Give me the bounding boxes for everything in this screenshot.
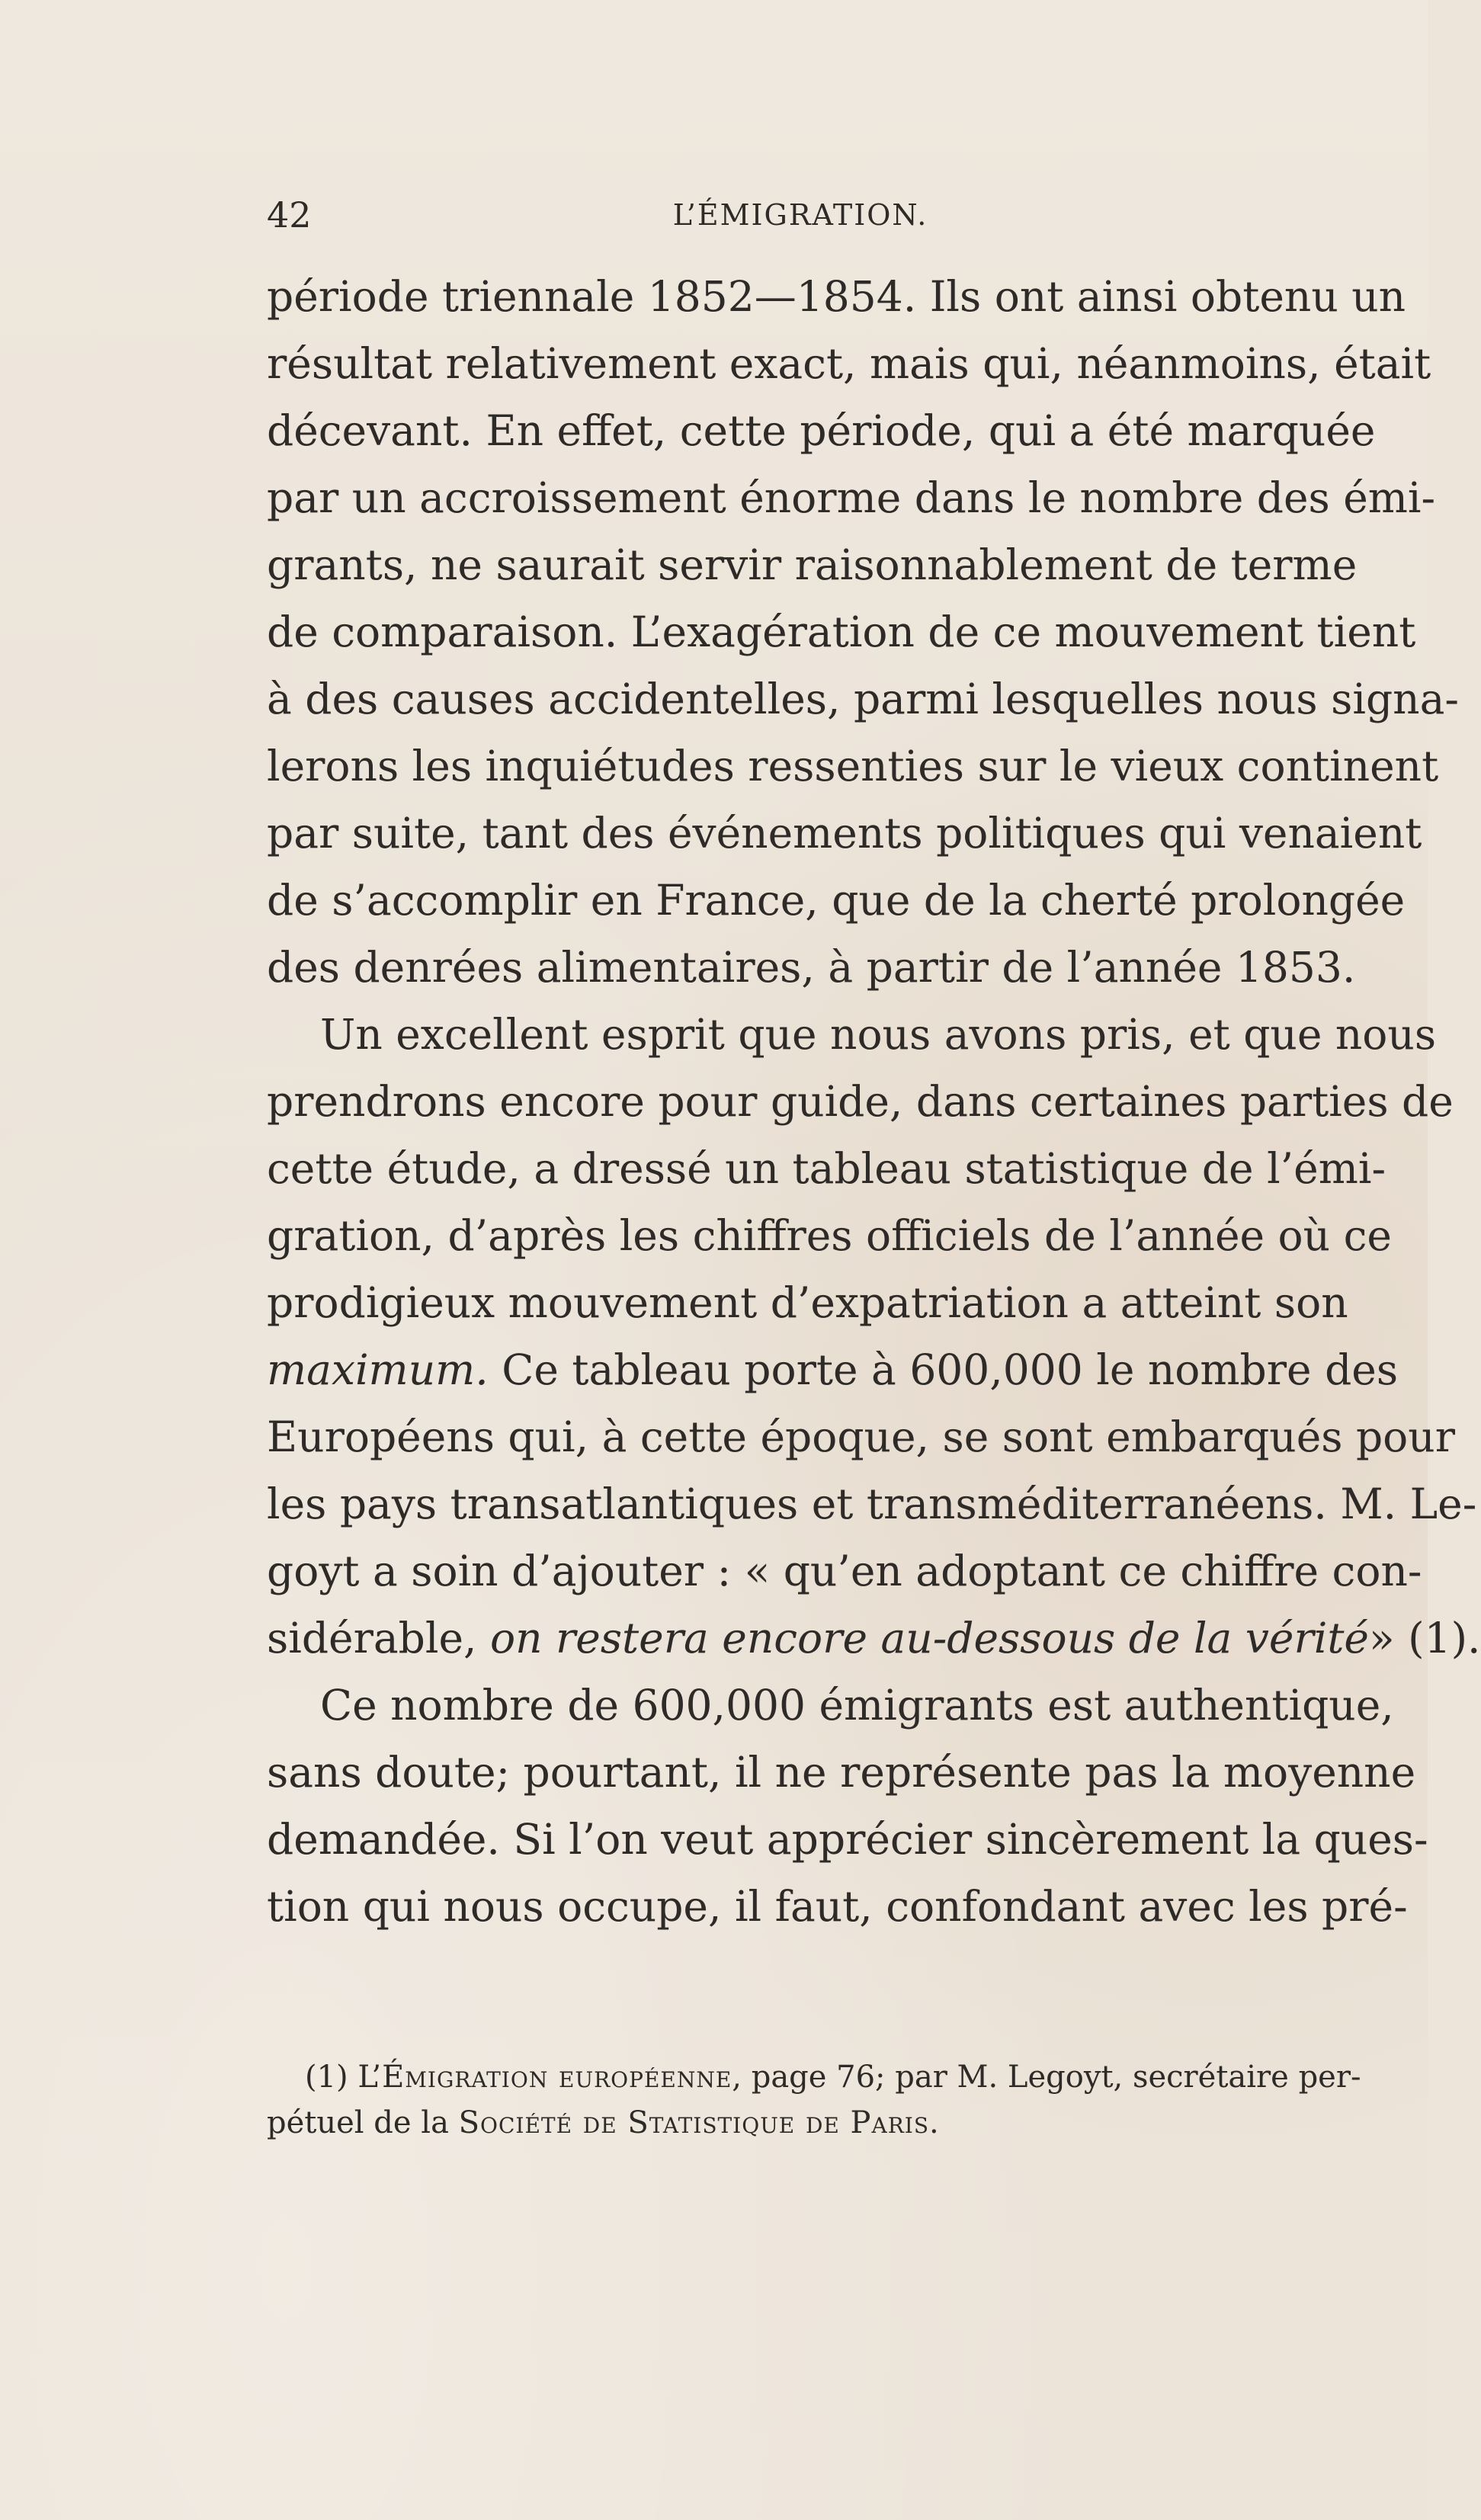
body-text [267,263,1481,1940]
footnote-text: pétuel de la [267,2105,459,2140]
page-header [267,192,1334,238]
footnote [267,2054,1361,2146]
text-line: prendrons encore pour guide, dans certaines parties de [267,1077,1454,1126]
text-line: Ce nombre de 600,000 émigrants est authentique, [320,1681,1394,1730]
text-line: de comparaison. L’exagération de ce mouvement tient [267,608,1416,656]
italic-text: maximum. [267,1345,489,1394]
text-line: grants, ne saurait servir raisonnablement de terme [267,540,1358,589]
text-line: sans doute; pourtant, il ne représente pas la moyenne [267,1748,1416,1797]
footnote-line [267,2054,1361,2100]
italic-text: on restera encore au-dessous de la vérité [489,1614,1369,1662]
text-line: goyt a soin d’ajouter : « qu’en adoptant ce chiffre con- [267,1547,1422,1595]
text-line-mixed [267,1336,1399,1403]
footnote-line [267,2100,1342,2146]
text-line: prodigieux mouvement d’expatriation a atteint son [267,1278,1348,1327]
text-line: cette étude, a dressé un tableau statistique de l’émi- [267,1144,1386,1193]
text-line: de s’accomplir en France, que de la cherté prolongée [267,876,1406,925]
text-segment: Ce tableau porte à 600,000 le nombre des [488,1345,1399,1394]
text-line: des denrées alimentaires, à partir de l’année 1853. [267,943,1356,992]
text-line-mixed [267,1605,1481,1672]
footnote-marker: (1) [305,2060,358,2095]
text-line: par suite, tant des événements politiques qui venaient [267,809,1422,858]
page-number: 42 [267,194,312,236]
text-line: par un accroissement énorme dans le nombre des émi- [267,473,1436,522]
text-line: demandée. Si l’on veut apprécier sincèrement la ques- [267,1815,1428,1864]
text-segment: » (1). [1368,1614,1481,1662]
text-line: Européens qui, à cette époque, se sont embarqués pour [267,1412,1455,1461]
footnote-title: L’Émigration européenne [357,2060,732,2095]
text-line: période triennale 1852—1854. Ils ont ainsi obtenu un [267,272,1406,321]
text-line: résultat relativement exact, mais qui, néanmoins, était [267,339,1431,388]
footnote-text: , page 76; par M. Legoyt, secrétaire per- [732,2060,1361,2095]
footnote-society: Société de Statistique de Paris [458,2105,930,2140]
text-line: lerons les inquiétudes ressenties sur le vieux continent [267,742,1439,790]
text-line: tion qui nous occupe, il faut, confondant avec les pré- [267,1882,1408,1931]
text-line: décevant. En effet, cette période, qui a été marquée [267,406,1376,455]
text-line: les pays transatlantiques et transméditerranéens. M. Le- [267,1480,1477,1528]
footnote-text: . [929,2105,939,2140]
text-segment: sidérable, [267,1614,490,1662]
text-line: gration, d’après les chiffres officiels de l’année où ce [267,1211,1392,1260]
text-line: Un excellent esprit que nous avons pris, et que nous [320,1010,1437,1059]
running-title: L’ÉMIGRATION. [672,198,928,232]
text-line: à des causes accidentelles, parmi lesquelles nous signa- [267,675,1459,723]
